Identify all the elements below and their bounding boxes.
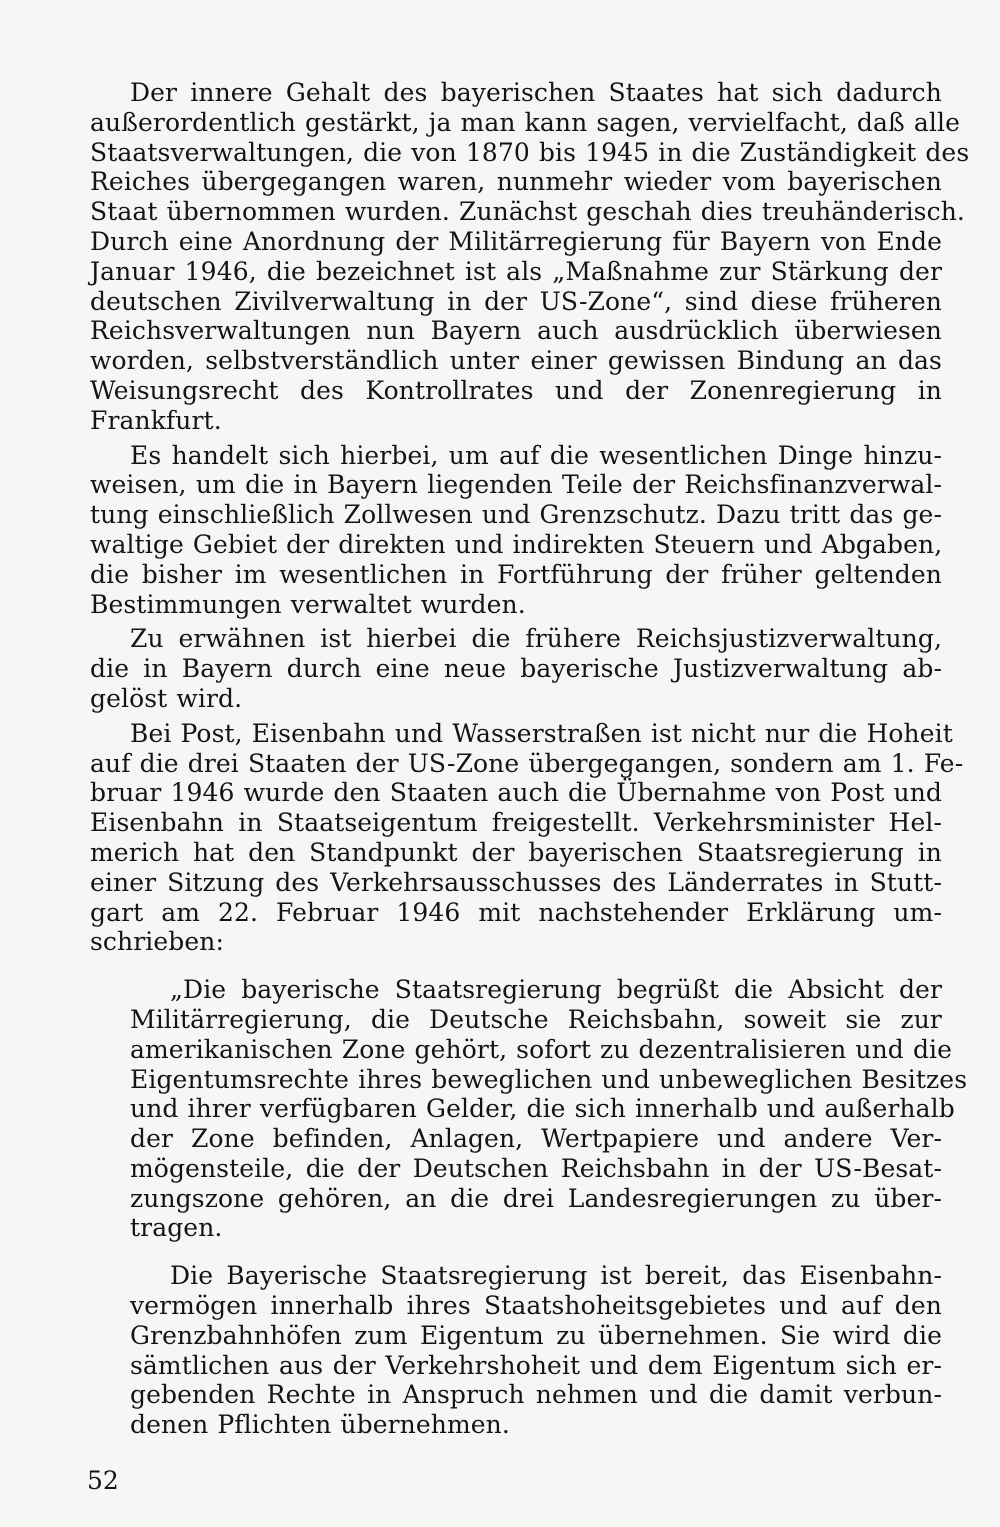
text-line: Bestimmungen verwaltet wurden. — [90, 589, 526, 619]
text-line: Eisenbahn in Staatseigentum freigestellt. Verkehrsminister Hel- — [90, 808, 942, 838]
text-line: tragen. — [130, 1213, 223, 1243]
text-line: gart am 22. Februar 1946 mit nachstehender Erklärung um- — [90, 897, 942, 927]
text-line: Bei Post, Eisenbahn und Wasserstraßen ist nicht nur die Hoheit — [130, 718, 953, 748]
text-line: Der innere Gehalt des bayerischen Staates hat sich dadurch — [130, 78, 942, 107]
text-line: „Die bayerische Staatsregierung begrüßt die Absicht der — [170, 975, 942, 1005]
text-line: worden, selbstverständlich unter einer gewissen Bindung an das — [90, 346, 942, 376]
paragraph-2 — [90, 441, 942, 620]
body-text — [90, 78, 970, 1445]
text-line: und ihrer verfügbaren Gelder, die sich innerhalb und außerhalb — [130, 1094, 955, 1124]
text-line: die in Bayern durch eine neue bayerische Justizverwaltung ab- — [90, 654, 942, 684]
text-line: denen Pflichten übernehmen. — [130, 1410, 510, 1440]
quote-paragraph-2 — [90, 1261, 942, 1440]
text-line: Die Bayerische Staatsregierung ist bereit, das Eisenbahn- — [170, 1261, 942, 1291]
text-line: gebenden Rechte in Anspruch nehmen und die damit verbun- — [130, 1380, 942, 1410]
text-line: Militärregierung, die Deutsche Reichsbahn, soweit sie zur — [130, 1004, 942, 1034]
text-line: Januar 1946, die bezeichnet ist als „Maßnahme zur Stärkung der — [90, 256, 942, 286]
text-line: tung einschließlich Zollwesen und Grenzschutz. Dazu tritt das ge- — [90, 500, 942, 530]
text-line: Durch eine Anordnung der Militärregierung für Bayern von Ende — [90, 226, 942, 256]
text-line: einer Sitzung des Verkehrsausschusses des Länderrates in Stutt- — [90, 867, 942, 897]
text-line: merich hat den Standpunkt der bayerischen Staatsregierung in — [90, 837, 942, 867]
text-line: der Zone befinden, Anlagen, Wertpapiere und andere Ver- — [130, 1124, 942, 1154]
text-line: waltige Gebiet der direkten und indirekten Steuern und Abgaben, — [90, 529, 943, 559]
text-line: vermögen innerhalb ihres Staatshoheitsgebietes und auf den — [130, 1291, 942, 1321]
text-line: Reiches übergegangen waren, nunmehr wieder vom bayerischen — [90, 167, 942, 197]
quote-paragraph-1 — [90, 975, 968, 1243]
paragraph-3 — [90, 624, 942, 713]
text-line: Es handelt sich hierbei, um auf die wesentlichen Dinge hinzu- — [130, 440, 942, 470]
text-line: die bisher im wesentlichen in Fortführung der früher geltenden — [90, 559, 942, 589]
text-line: auf die drei Staaten der US-Zone übergegangen, sondern am 1. Fe- — [90, 748, 964, 778]
text-line: schrieben: — [90, 927, 224, 957]
text-line: außerordentlich gestärkt, ja man kann sagen, vervielfacht, daß alle — [90, 107, 960, 137]
text-line: Reichsverwaltungen nun Bayern auch ausdrücklich überwiesen — [90, 316, 942, 346]
text-line: Eigentumsrechte ihres beweglichen und unbeweglichen Besitzes — [130, 1064, 968, 1094]
text-line: sämtlichen aus der Verkehrshoheit und dem Eigentum sich er- — [130, 1350, 942, 1380]
text-line: Staat übernommen wurden. Zunächst geschah dies treuhänderisch. — [90, 197, 965, 227]
text-line: amerikanischen Zone gehört, sofort zu dezentralisieren und die — [130, 1034, 953, 1064]
text-line: weisen, um die in Bayern liegenden Teile der Reichsfinanzverwal- — [90, 470, 942, 500]
paragraph-4 — [90, 718, 964, 957]
text-line: bruar 1946 wurde den Staaten auch die Übernahme von Post und — [90, 778, 942, 808]
paragraph-1 — [90, 78, 970, 436]
text-line: Weisungsrecht des Kontrollrates und der Zonenregierung in — [90, 375, 942, 405]
text-line: Frankfurt. — [90, 405, 222, 435]
text-line: mögensteile, die der Deutschen Reichsbahn in der US-Besat- — [130, 1153, 942, 1183]
text-line: gelöst wird. — [90, 683, 243, 713]
text-line: Grenzbahnhöfen zum Eigentum zu übernehmen. Sie wird die — [130, 1320, 942, 1350]
text-line: deutschen Zivilverwaltung in der US-Zone“, sind diese früheren — [90, 286, 942, 316]
text-line: Zu erwähnen ist hierbei die frühere Reichsjustizverwaltung, — [130, 624, 942, 654]
text-line: zungszone gehören, an die drei Landesregierungen zu über- — [130, 1183, 942, 1213]
text-line: Staatsverwaltungen, die von 1870 bis 1945 in die Zuständigkeit des — [90, 137, 970, 167]
page-number: 52 — [87, 1466, 119, 1495]
